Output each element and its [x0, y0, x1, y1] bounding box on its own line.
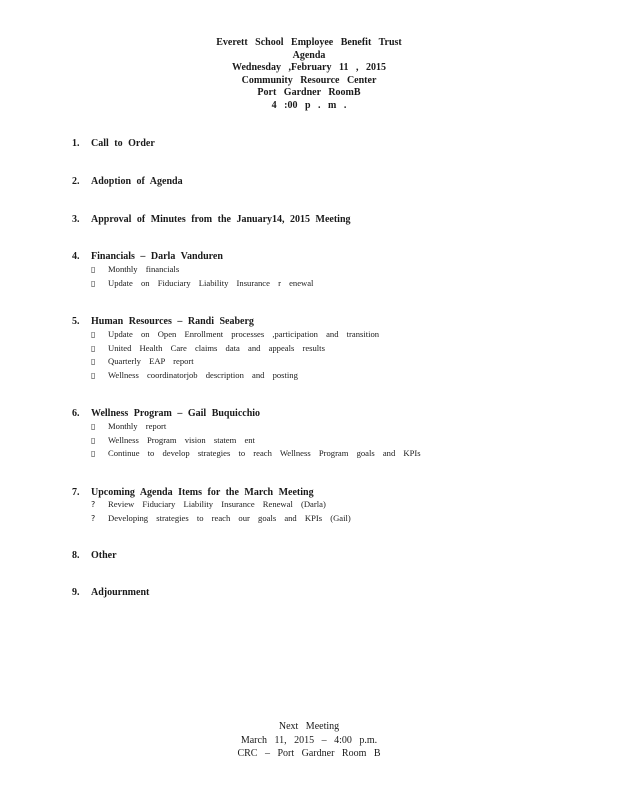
list-item: ▯ Wellness coordinatorjob description and posting: [91, 369, 591, 383]
trust-name: Everett School Employee Benefit Trust: [216, 37, 402, 48]
item-title: Upcoming Agenda Items for the March Meeting: [91, 487, 314, 498]
meeting-date: Wednesday ,February 11 , 2015: [232, 62, 386, 74]
next-meeting-footer: [0, 720, 618, 761]
agenda-item-adjournment: [72, 587, 592, 599]
item-number: 2.: [72, 176, 80, 187]
missing-glyph-bullet-icon: ▯: [91, 330, 96, 339]
financials-bullets: [91, 263, 591, 290]
hr-bullets: [91, 328, 591, 382]
item-number: 6.: [72, 408, 80, 419]
list-item: ? Developing strategies to reach our goals and KPIs (Gail): [91, 512, 591, 526]
agenda-item-adoption: [72, 176, 592, 188]
item-number: 9.: [72, 587, 80, 598]
item-title: Adoption of Agenda: [91, 176, 183, 187]
item-number: 7.: [72, 487, 80, 498]
item-number: 8.: [72, 550, 80, 561]
list-item: ▯ Monthly financials: [91, 263, 591, 277]
item-title: Call to Order: [91, 138, 155, 149]
agenda-item-call-to-order: [72, 138, 592, 150]
missing-glyph-bullet-icon: ▯: [91, 370, 96, 380]
next-meeting-label: Next Meeting: [278, 721, 340, 732]
document-title: Agenda: [292, 49, 326, 61]
list-item: ? Review Fiduciary Liability Insurance Renewal (Darla): [91, 498, 591, 512]
agenda-header: [0, 37, 618, 113]
agenda-item-human-resources: [72, 316, 592, 328]
list-item: ▯ United Health Care claims data and appeals results: [91, 342, 591, 356]
meeting-room: Port Gardner RoomB: [257, 87, 361, 99]
item-title: Wellness Program – Gail Buquicchio: [91, 408, 261, 419]
item-title: Financials – Darla Vanduren: [91, 251, 223, 262]
item-number: 4.: [72, 251, 80, 262]
next-meeting-datetime: March 11, 2015 – 4:00 p.m.: [240, 734, 378, 746]
list-item: ▯ Update on Open Enrollment processes ,participation and transition: [91, 328, 591, 342]
item-number: 5.: [72, 316, 80, 327]
missing-glyph-bullet-icon: ▯: [91, 278, 96, 288]
missing-glyph-bullet-icon: ▯: [91, 449, 96, 459]
agenda-item-wellness-program: [72, 408, 592, 420]
list-item: ▯ Quarterly EAP report: [91, 355, 591, 369]
item-title: Other: [91, 550, 117, 561]
item-title: Adjournment: [91, 587, 150, 598]
question-mark-bullet-icon: ?: [91, 513, 96, 523]
list-item: ▯ Monthly report: [91, 420, 591, 434]
list-item: ▯ Wellness Program vision statem ent: [91, 434, 591, 448]
agenda-item-financials: [72, 251, 592, 263]
missing-glyph-bullet-icon: ▯: [91, 422, 96, 431]
item-number: 3.: [72, 214, 80, 225]
next-meeting-location: CRC – Port Gardner Room B: [237, 748, 381, 759]
agenda-item-other: [72, 550, 592, 562]
item-number: 1.: [72, 138, 80, 149]
missing-glyph-bullet-icon: ▯: [91, 435, 96, 445]
question-mark-bullet-icon: ?: [91, 500, 96, 509]
meeting-location: Community Resource Center: [241, 74, 377, 86]
upcoming-bullets: [91, 498, 591, 525]
list-item: ▯ Continue to develop strategies to reach Wellness Program goals and KPIs: [91, 447, 591, 461]
missing-glyph-bullet-icon: ▯: [91, 343, 96, 353]
meeting-time: 4 :00 p . m .: [271, 99, 347, 111]
list-item: ▯ Update on Fiduciary Liability Insurance r enewal: [91, 277, 591, 291]
missing-glyph-bullet-icon: ▯: [91, 265, 96, 274]
item-title: Human Resources – Randi Seaberg: [91, 316, 254, 327]
missing-glyph-bullet-icon: ▯: [91, 357, 96, 367]
agenda-item-approval-minutes: [72, 214, 592, 226]
item-title: Approval of Minutes from the January14, 2015 Meeting: [91, 214, 351, 225]
wellness-bullets: [91, 420, 591, 461]
